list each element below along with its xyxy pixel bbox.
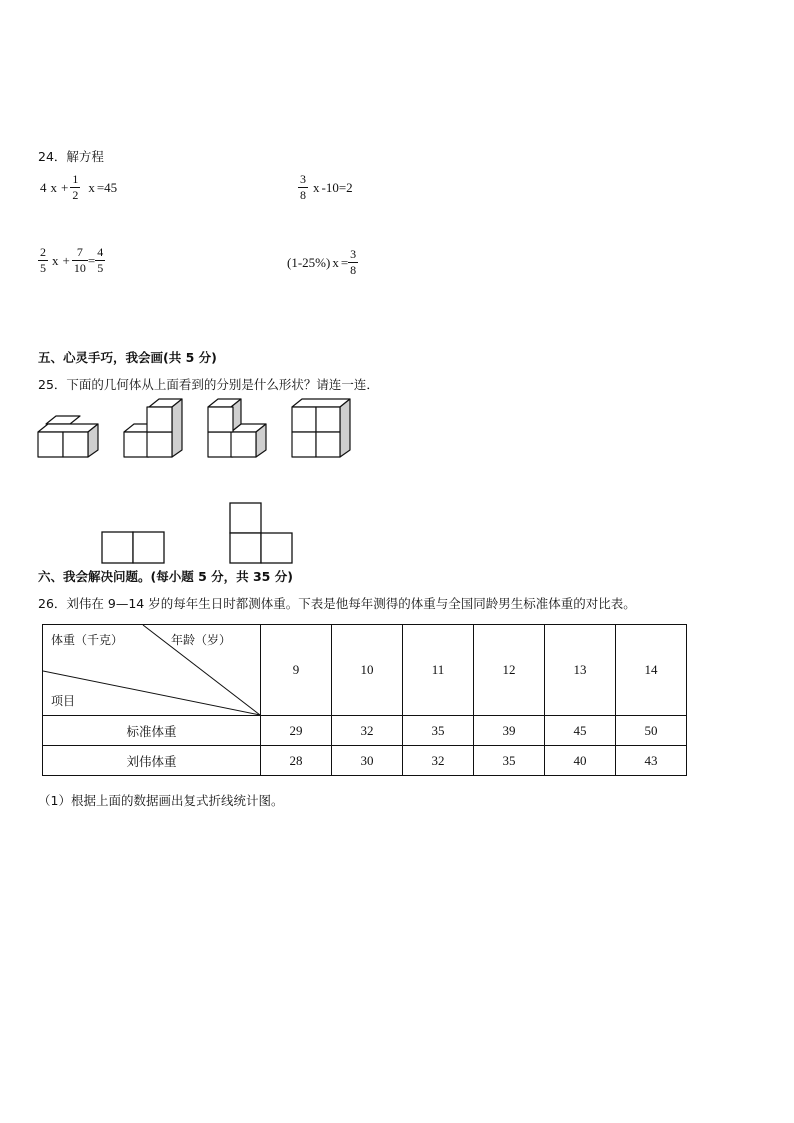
table-row bbox=[43, 716, 687, 746]
eq1-fraction bbox=[70, 172, 80, 203]
age-cell: 10 bbox=[332, 625, 403, 716]
section5-title: 五、心灵手巧，我会画(共 5 分) bbox=[38, 350, 217, 365]
eq1-frac-den: 2 bbox=[72, 188, 79, 202]
table-cell: 45 bbox=[545, 716, 616, 746]
eq4-frac-num: 3 bbox=[350, 247, 357, 261]
eq4-equals: = bbox=[340, 254, 349, 270]
eq4-lhs: (1-25%) bbox=[287, 254, 331, 270]
eq3-f1-num: 2 bbox=[40, 245, 46, 259]
table-cell: 43 bbox=[616, 746, 687, 776]
eq1-rhs: =45 bbox=[96, 179, 118, 195]
cube-figure-4 bbox=[292, 399, 350, 457]
header-item-label: 项目 bbox=[51, 694, 76, 708]
cube-figures bbox=[36, 396, 356, 460]
table-cell: 40 bbox=[545, 746, 616, 776]
table-cell: 32 bbox=[332, 716, 403, 746]
top-view-shapes bbox=[100, 502, 295, 566]
equation-4 bbox=[287, 247, 358, 278]
eq3-fraction-2 bbox=[72, 245, 88, 276]
table-cell: 32 bbox=[403, 746, 474, 776]
age-cell: 14 bbox=[616, 625, 687, 716]
age-cell: 11 bbox=[403, 625, 474, 716]
row-label-liuwei: 刘伟体重 bbox=[43, 746, 261, 776]
cube-figure-1 bbox=[38, 416, 98, 457]
eq1-x1: x bbox=[50, 179, 57, 195]
table-cell: 35 bbox=[474, 746, 545, 776]
eq2-rhs: -10=2 bbox=[321, 179, 353, 195]
table-cell: 30 bbox=[332, 746, 403, 776]
eq3-x: x bbox=[52, 252, 59, 268]
eq3-f2-num: 7 bbox=[72, 245, 88, 261]
eq3-f3-den: 5 bbox=[97, 261, 104, 275]
age-cell: 12 bbox=[474, 625, 545, 716]
section6-title: 六、我会解决问题。(每小题 5 分，共 35 分) bbox=[38, 569, 293, 584]
top-view-shape-1 bbox=[102, 532, 164, 563]
equation-3 bbox=[38, 245, 105, 276]
table-row bbox=[43, 746, 687, 776]
equation-1 bbox=[38, 172, 117, 203]
cube-figure-3 bbox=[208, 399, 266, 457]
table-cell: 35 bbox=[403, 716, 474, 746]
eq4-fraction bbox=[348, 247, 358, 278]
table-cell: 39 bbox=[474, 716, 545, 746]
top-view-shape-2 bbox=[230, 503, 292, 563]
age-cell: 9 bbox=[261, 625, 332, 716]
eq3-f3-num: 4 bbox=[97, 245, 104, 259]
eq4-frac-den: 8 bbox=[350, 263, 357, 277]
eq3-f2-den: 10 bbox=[73, 261, 86, 275]
q26-sub1: （1）根据上面的数据画出复式折线统计图。 bbox=[38, 793, 284, 808]
eq2-fraction bbox=[298, 172, 308, 203]
weight-comparison-table bbox=[42, 624, 687, 776]
row-label-standard: 标准体重 bbox=[43, 716, 261, 746]
eq3-plus: + bbox=[62, 252, 70, 268]
cube-figure-2 bbox=[124, 399, 182, 457]
eq1-frac-num: 1 bbox=[72, 172, 79, 186]
table-cell: 29 bbox=[261, 716, 332, 746]
eq2-frac-den: 8 bbox=[300, 188, 306, 202]
eq1-coef: 4 bbox=[40, 179, 47, 195]
header-age-label: 年龄（岁） bbox=[171, 633, 232, 647]
age-cell: 13 bbox=[545, 625, 616, 716]
q26-text: 26．刘伟在 9—14 岁的每年生日时都测体重。下表是他每年测得的体重与全国同龄男生标准体重的对比表。 bbox=[38, 596, 636, 611]
eq3-equals: = bbox=[87, 252, 96, 268]
eq1-x2: x bbox=[88, 179, 95, 195]
eq3-fraction-3 bbox=[95, 245, 105, 276]
q25-text: 25．下面的几何体从上面看到的分别是什么形状？请连一连． bbox=[38, 377, 379, 392]
header-weight-label: 体重（千克） bbox=[51, 633, 124, 647]
eq4-x: x bbox=[332, 254, 339, 270]
diagonal-header-cell bbox=[43, 625, 261, 716]
equation-2 bbox=[298, 172, 353, 203]
eq2-x: x bbox=[313, 179, 320, 195]
eq3-f1-den: 5 bbox=[40, 261, 46, 275]
table-cell: 28 bbox=[261, 746, 332, 776]
eq1-plus: + bbox=[61, 179, 69, 195]
eq2-frac-num: 3 bbox=[300, 172, 306, 186]
q24-title: 24．解方程 bbox=[38, 149, 104, 164]
table-cell: 50 bbox=[616, 716, 687, 746]
eq3-fraction-1 bbox=[38, 245, 48, 276]
table-header-row bbox=[43, 625, 687, 716]
